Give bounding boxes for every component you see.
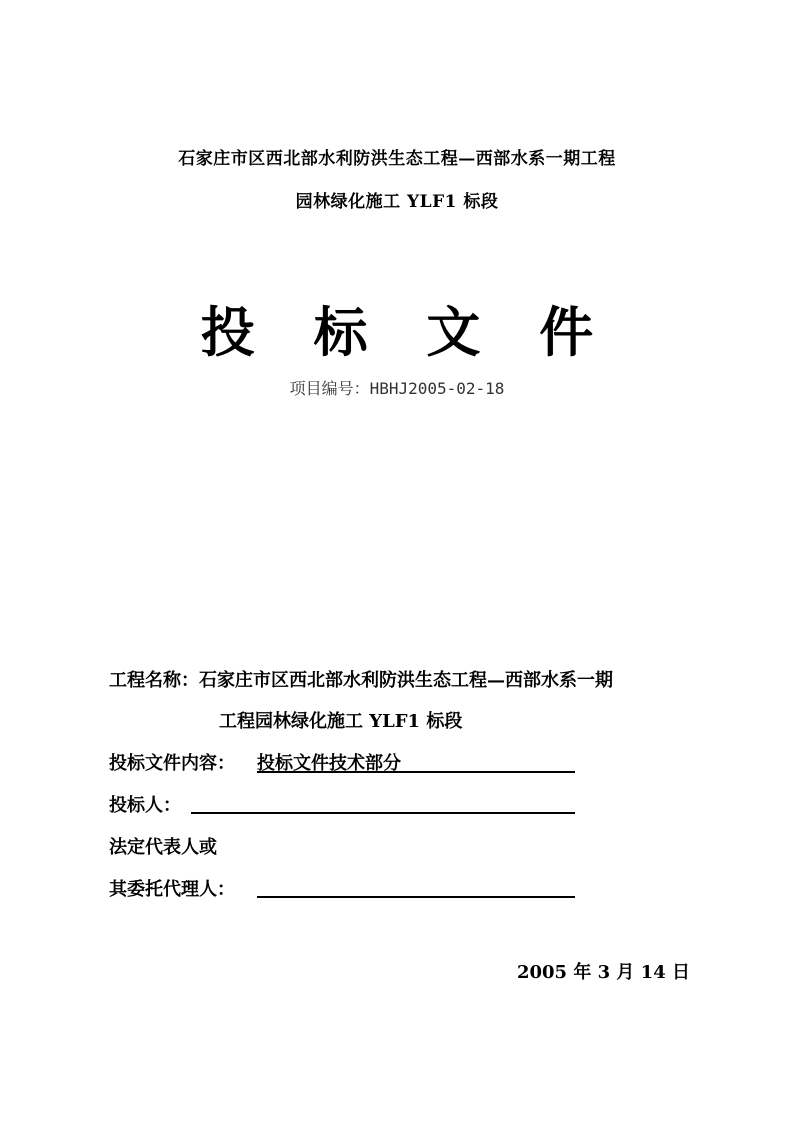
document-date: 2005 年 3 月 14 日 bbox=[516, 962, 690, 983]
bidder-signature-line bbox=[191, 812, 575, 814]
header-project-line-1: 石家庄市区西北部水利防洪生态工程—西部水系一期工程 bbox=[178, 149, 616, 169]
bid-content-underline bbox=[257, 771, 575, 773]
header-project-line-2: 园林绿化施工 YLF1 标段 bbox=[295, 192, 499, 212]
project-name-label: 工程名称： bbox=[109, 670, 199, 691]
legal-representative-label: 法定代表人或 bbox=[109, 837, 217, 858]
agent-signature-line bbox=[257, 896, 575, 898]
bid-content-label: 投标文件内容： bbox=[109, 753, 235, 774]
document-title bbox=[0, 290, 794, 367]
project-name-field bbox=[109, 666, 613, 692]
authorized-agent-label: 其委托代理人： bbox=[109, 879, 235, 900]
project-name-value: 石家庄市区西北部水利防洪生态工程—西部水系一期 bbox=[199, 670, 613, 691]
project-number: 项目编号：HBHJ2005-02-18 bbox=[289, 379, 505, 398]
bid-content-value: 投标文件技术部分 bbox=[257, 753, 401, 774]
bidder-label: 投标人： bbox=[109, 795, 181, 816]
title-char-3: 文 bbox=[426, 300, 481, 364]
title-char-2: 标 bbox=[313, 300, 368, 364]
title-char-4: 件 bbox=[539, 300, 594, 364]
title-char-1: 投 bbox=[200, 300, 255, 364]
project-name-continuation: 工程园林绿化施工 YLF1 标段 bbox=[219, 711, 463, 732]
